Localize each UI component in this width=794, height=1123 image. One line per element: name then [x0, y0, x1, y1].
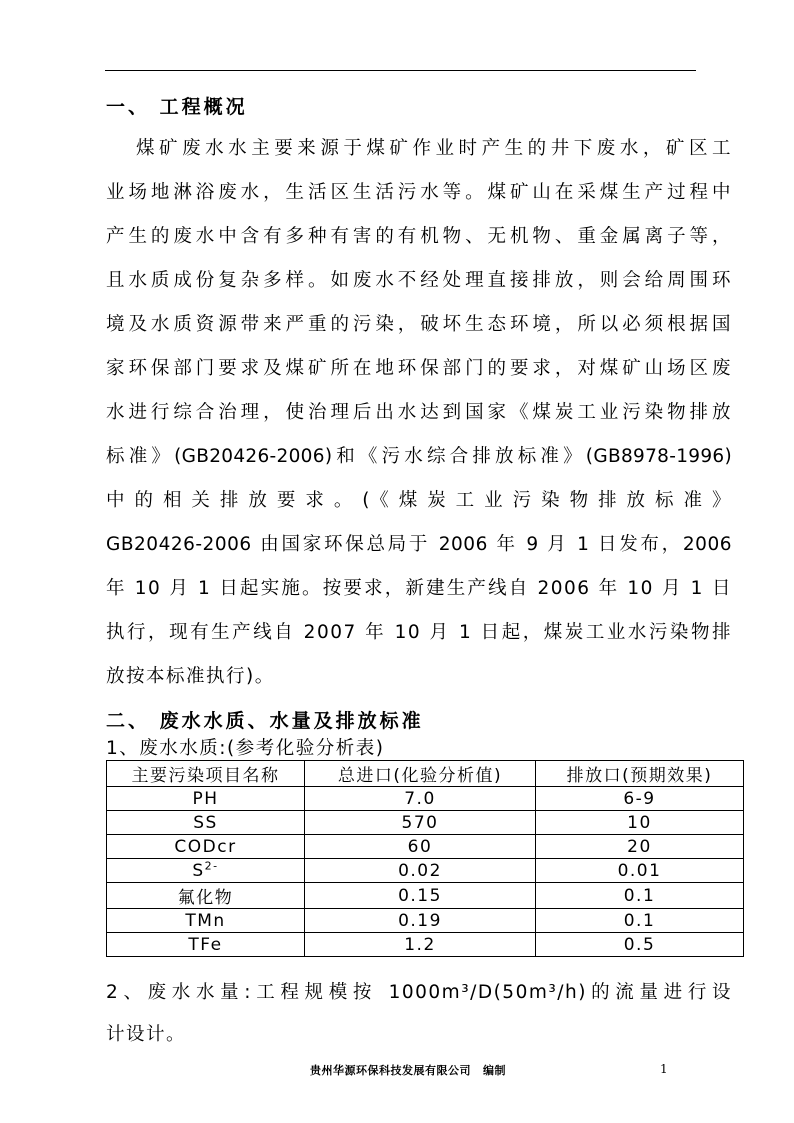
para-line-2: 业场地淋浴废水，生活区生活污水等。煤矿山在采煤生产过程中	[106, 182, 732, 203]
para-line-3: 产生的废水中含有多种有害的有机物、无机物、重金属离子等，	[106, 226, 732, 247]
table-row	[107, 933, 744, 957]
table-row	[107, 787, 744, 811]
para-line-7: 水进行综合治理，使治理后出水达到国家《煤炭工业污染物排放	[106, 402, 732, 423]
table-cell: 0.15	[305, 883, 536, 909]
table-cell: 1.2	[305, 933, 536, 957]
table-cell: PH	[107, 787, 305, 811]
water-quality-subtitle: 1、废水水质:(参考化验分析表)	[106, 738, 385, 759]
table-header-cell: 总进口(化验分析值)	[305, 761, 536, 787]
company-name: 贵州华源环保科技发展有限公司	[310, 1064, 471, 1077]
para-line-5: 境及水质资源带来严重的污染，破坏生态环境，所以必须根据国	[106, 314, 732, 335]
para-line-12: 执行，现有生产线自 2007 年 10 月 1 日起，煤炭工业水污染物排	[106, 622, 732, 643]
table-cell: CODcr	[107, 835, 305, 859]
table-header-cell: 主要污染项目名称	[107, 761, 305, 787]
footer-company	[310, 1062, 506, 1078]
section-1-heading: 一、 工程概况	[106, 96, 248, 118]
page-number: 1	[660, 1062, 668, 1076]
table-row	[107, 909, 744, 933]
table-row	[107, 883, 744, 909]
para-line-13: 放按本标准执行)。	[106, 666, 275, 687]
para-line-11: 年 10 月 1 日起实施。按要求，新建生产线自 2006 年 10 月 1 日	[106, 578, 732, 599]
para-line-6: 家环保部门要求及煤矿所在地环保部门的要求，对煤矿山场区废	[106, 358, 732, 379]
table-header-cell: 排放口(预期效果)	[536, 761, 744, 787]
table-cell: 570	[305, 811, 536, 835]
table-cell: SS	[107, 811, 305, 835]
header-rule	[105, 70, 696, 71]
water-volume-line-1: 2、废水水量:工程规模按 1000m³/D(50m³/h)的流量进行设	[106, 982, 732, 1003]
table-cell: 10	[536, 811, 744, 835]
sulfide-charge: 2-	[204, 858, 219, 872]
table-cell: 0.19	[305, 909, 536, 933]
table-cell: 0.1	[536, 883, 744, 909]
water-quality-table	[106, 760, 744, 957]
table-cell	[107, 859, 305, 883]
table-cell: 0.5	[536, 933, 744, 957]
para-line-1: 煤矿废水水主要来源于煤矿作业时产生的井下废水，矿区工	[136, 138, 732, 159]
table-cell: 氟化物	[107, 883, 305, 909]
table-cell: 0.01	[536, 859, 744, 883]
table-cell: 7.0	[305, 787, 536, 811]
water-volume-line-2: 计设计。	[106, 1024, 187, 1045]
table-cell: 0.02	[305, 859, 536, 883]
table-row	[107, 811, 744, 835]
table-cell: 60	[305, 835, 536, 859]
table-row	[107, 835, 744, 859]
table-cell: TFe	[107, 933, 305, 957]
section-2-heading: 二、 废水水质、水量及排放标准	[106, 710, 424, 732]
table-header-row	[107, 761, 744, 787]
para-line-4: 且水质成份复杂多样。如废水不经处理直接排放，则会给周围环	[106, 270, 732, 291]
sulfide-symbol: S	[192, 860, 205, 881]
para-line-9: 中的相关排放要求。(《煤炭工业污染物排放标准》	[106, 490, 732, 511]
table-cell: 6-9	[536, 787, 744, 811]
para-line-10: GB20426-2006 由国家环保总局于 2006 年 9 月 1 日发布，2006	[106, 534, 732, 555]
table-cell: 0.1	[536, 909, 744, 933]
table-cell: TMn	[107, 909, 305, 933]
table-cell: 20	[536, 835, 744, 859]
para-line-8: 标准》(GB20426-2006)和《污水综合排放标准》(GB8978-1996)	[106, 446, 732, 467]
table-row	[107, 859, 744, 883]
footer-role: 编制	[483, 1064, 506, 1077]
